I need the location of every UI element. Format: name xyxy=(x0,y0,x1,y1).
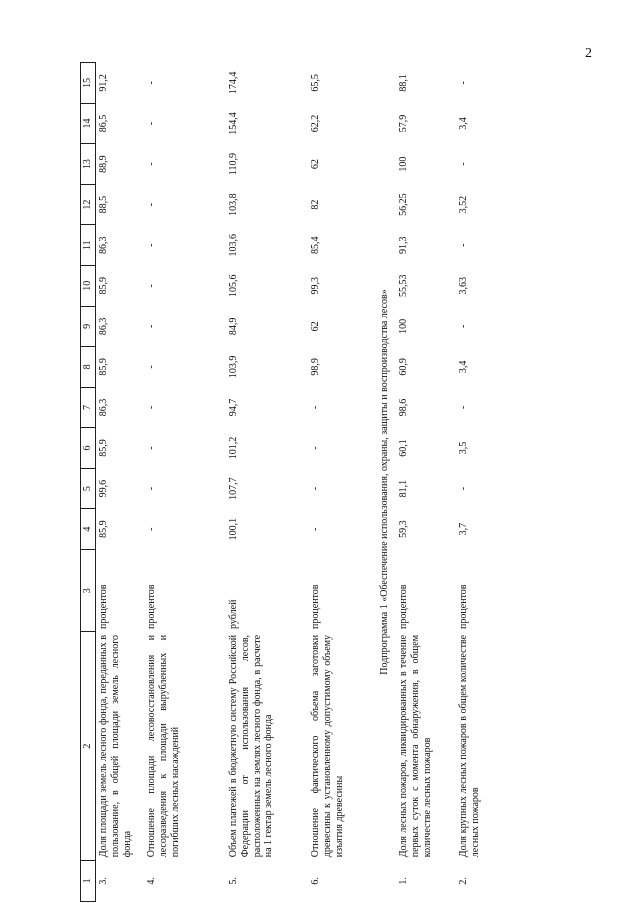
value-cell: - xyxy=(146,527,157,531)
value-cell: 154,4 xyxy=(228,112,239,135)
value-cell: - xyxy=(146,405,157,410)
subprogram-title: Подпрограмма 1 «Обеспечение использования, охраны, защиты и воспроизводства лесов» xyxy=(379,289,391,675)
unit: процентов xyxy=(398,584,409,629)
value-cell: 105,6 xyxy=(228,274,239,298)
unit: процентов xyxy=(146,584,157,629)
value-cell: 81,1 xyxy=(398,479,409,498)
column-header: 3 xyxy=(81,549,96,632)
column-header: 5 xyxy=(81,468,96,509)
value-cell: 88,1 xyxy=(398,74,409,92)
value-cell: 60,9 xyxy=(398,358,409,376)
value-cell: 3,63 xyxy=(458,277,469,295)
value-cell: - xyxy=(310,527,321,531)
value-cell: - xyxy=(146,202,157,207)
column-header: 9 xyxy=(81,306,96,347)
value-cell: 100 xyxy=(398,318,409,334)
value-cell: 85,4 xyxy=(310,236,321,254)
value-cell: 62 xyxy=(310,321,321,332)
value-cell: 88,5 xyxy=(98,195,109,214)
value-cell: 82 xyxy=(310,199,321,210)
value-cell: - xyxy=(310,486,321,491)
rotated-table-sheet xyxy=(80,62,566,902)
value-cell: 56,25 xyxy=(398,193,409,216)
value-cell: 85,9 xyxy=(98,439,109,457)
value-cell: 98,9 xyxy=(310,358,321,376)
value-cell: 94,7 xyxy=(228,398,239,417)
value-cell: 103,8 xyxy=(228,193,239,216)
value-cell: - xyxy=(146,486,157,491)
subprogram-row xyxy=(372,63,396,902)
column-header: 12 xyxy=(81,184,96,225)
value-cell: - xyxy=(146,162,157,166)
table-row xyxy=(456,63,492,902)
column-header: 1 xyxy=(81,860,96,901)
value-cell: - xyxy=(458,324,469,328)
value-cell: - xyxy=(310,446,321,450)
value-cell: 85,9 xyxy=(98,358,109,376)
indicator-name: Объем платежей в бюджетную систему Российской Федерации от использования лесов, расположенных на землях лесного фонда, в расчете на 1 гектар земель лесного фонда xyxy=(228,634,275,858)
column-header: 10 xyxy=(81,265,96,306)
value-cell: 3,52 xyxy=(458,195,469,214)
value-cell: 3,7 xyxy=(458,522,469,536)
value-cell: 174,4 xyxy=(228,71,239,95)
column-header: 11 xyxy=(81,225,96,266)
column-header: 2 xyxy=(81,632,96,860)
indicator-name: Доля крупных лесных пожаров в общем количестве лесных пожаров xyxy=(458,634,481,858)
value-cell: 107,7 xyxy=(228,477,239,500)
column-header: 8 xyxy=(81,347,96,388)
value-cell: 62 xyxy=(310,159,321,170)
row-number: 1. xyxy=(398,877,409,885)
value-cell: 99,6 xyxy=(98,479,109,498)
value-cell: 86,3 xyxy=(98,398,109,417)
value-cell: 103,9 xyxy=(228,355,239,379)
value-cell: - xyxy=(458,162,469,166)
value-cell: - xyxy=(458,243,469,247)
indicator-name: Отношение площади лесовосстановления и лесоразведения к площади вырубленных и погибших лесных насаждений xyxy=(146,634,181,858)
value-cell: 3,5 xyxy=(458,441,469,455)
value-cell: 85,9 xyxy=(98,277,109,295)
value-cell: 60,1 xyxy=(398,439,409,457)
value-cell: 91,2 xyxy=(98,74,109,92)
value-cell: 84,9 xyxy=(228,317,239,336)
indicator-name: Доля площади земель лесного фонда, переданных в пользование, в общей площади земель лесного фонда xyxy=(98,634,133,858)
value-cell: 101,2 xyxy=(228,436,239,460)
value-cell: - xyxy=(146,324,157,328)
value-cell: 65,5 xyxy=(310,74,321,92)
value-cell: - xyxy=(146,81,157,85)
row-number: 5. xyxy=(228,877,239,885)
value-cell: 86,5 xyxy=(98,114,109,133)
value-cell: 110,9 xyxy=(228,153,239,176)
value-cell: - xyxy=(458,486,469,491)
value-cell: 88,9 xyxy=(98,155,109,173)
value-cell: - xyxy=(458,405,469,410)
value-cell: 62,2 xyxy=(310,114,321,133)
indicators-table xyxy=(80,62,492,902)
value-cell: 55,53 xyxy=(398,274,409,298)
unit: процентов xyxy=(458,584,469,629)
value-cell: 3,4 xyxy=(458,117,469,130)
value-cell: 59,3 xyxy=(398,520,409,538)
value-cell: - xyxy=(146,243,157,247)
unit: процентов xyxy=(310,584,321,629)
column-header: 15 xyxy=(81,63,96,104)
column-header: 14 xyxy=(81,103,96,144)
column-header: 13 xyxy=(81,144,96,185)
unit: рублей xyxy=(228,599,239,629)
value-cell: 100,1 xyxy=(228,517,239,541)
row-number: 6. xyxy=(310,877,321,885)
value-cell: - xyxy=(458,81,469,85)
page-number: 2 xyxy=(585,46,592,61)
value-cell: 103,6 xyxy=(228,233,239,257)
column-header: 7 xyxy=(81,387,96,428)
value-cell: - xyxy=(146,121,157,126)
value-cell: 85,9 xyxy=(98,520,109,538)
table-row xyxy=(226,63,308,902)
row-number: 4. xyxy=(146,877,157,885)
value-cell: 98,6 xyxy=(398,398,409,417)
table-row xyxy=(308,63,372,902)
indicator-name: Доля лесных пожаров, ликвидированных в течение первых суток с момента обнаружения, в общем количестве лесных пожаров xyxy=(398,634,433,858)
row-number: 3. xyxy=(98,877,109,885)
value-cell: 86,3 xyxy=(98,317,109,336)
value-cell: 100 xyxy=(398,156,409,172)
value-cell: 3,4 xyxy=(458,360,469,374)
value-cell: 57,9 xyxy=(398,114,409,133)
unit: процентов xyxy=(98,584,109,629)
row-number: 2. xyxy=(458,877,469,885)
column-header: 4 xyxy=(81,509,96,550)
indicator-name: Отношение фактического объема заготовки древесины к установленному допустимому объему изъятия древесины xyxy=(310,634,345,858)
value-cell: 86,3 xyxy=(98,236,109,254)
table-row xyxy=(144,63,226,902)
table-row xyxy=(96,63,145,902)
value-cell: - xyxy=(146,365,157,369)
value-cell: - xyxy=(146,446,157,450)
column-header: 6 xyxy=(81,428,96,469)
value-cell: - xyxy=(146,284,157,288)
value-cell: 99,3 xyxy=(310,277,321,295)
table-row xyxy=(396,63,456,902)
value-cell: 91,3 xyxy=(398,236,409,254)
header-row xyxy=(81,63,96,902)
value-cell: - xyxy=(310,405,321,410)
